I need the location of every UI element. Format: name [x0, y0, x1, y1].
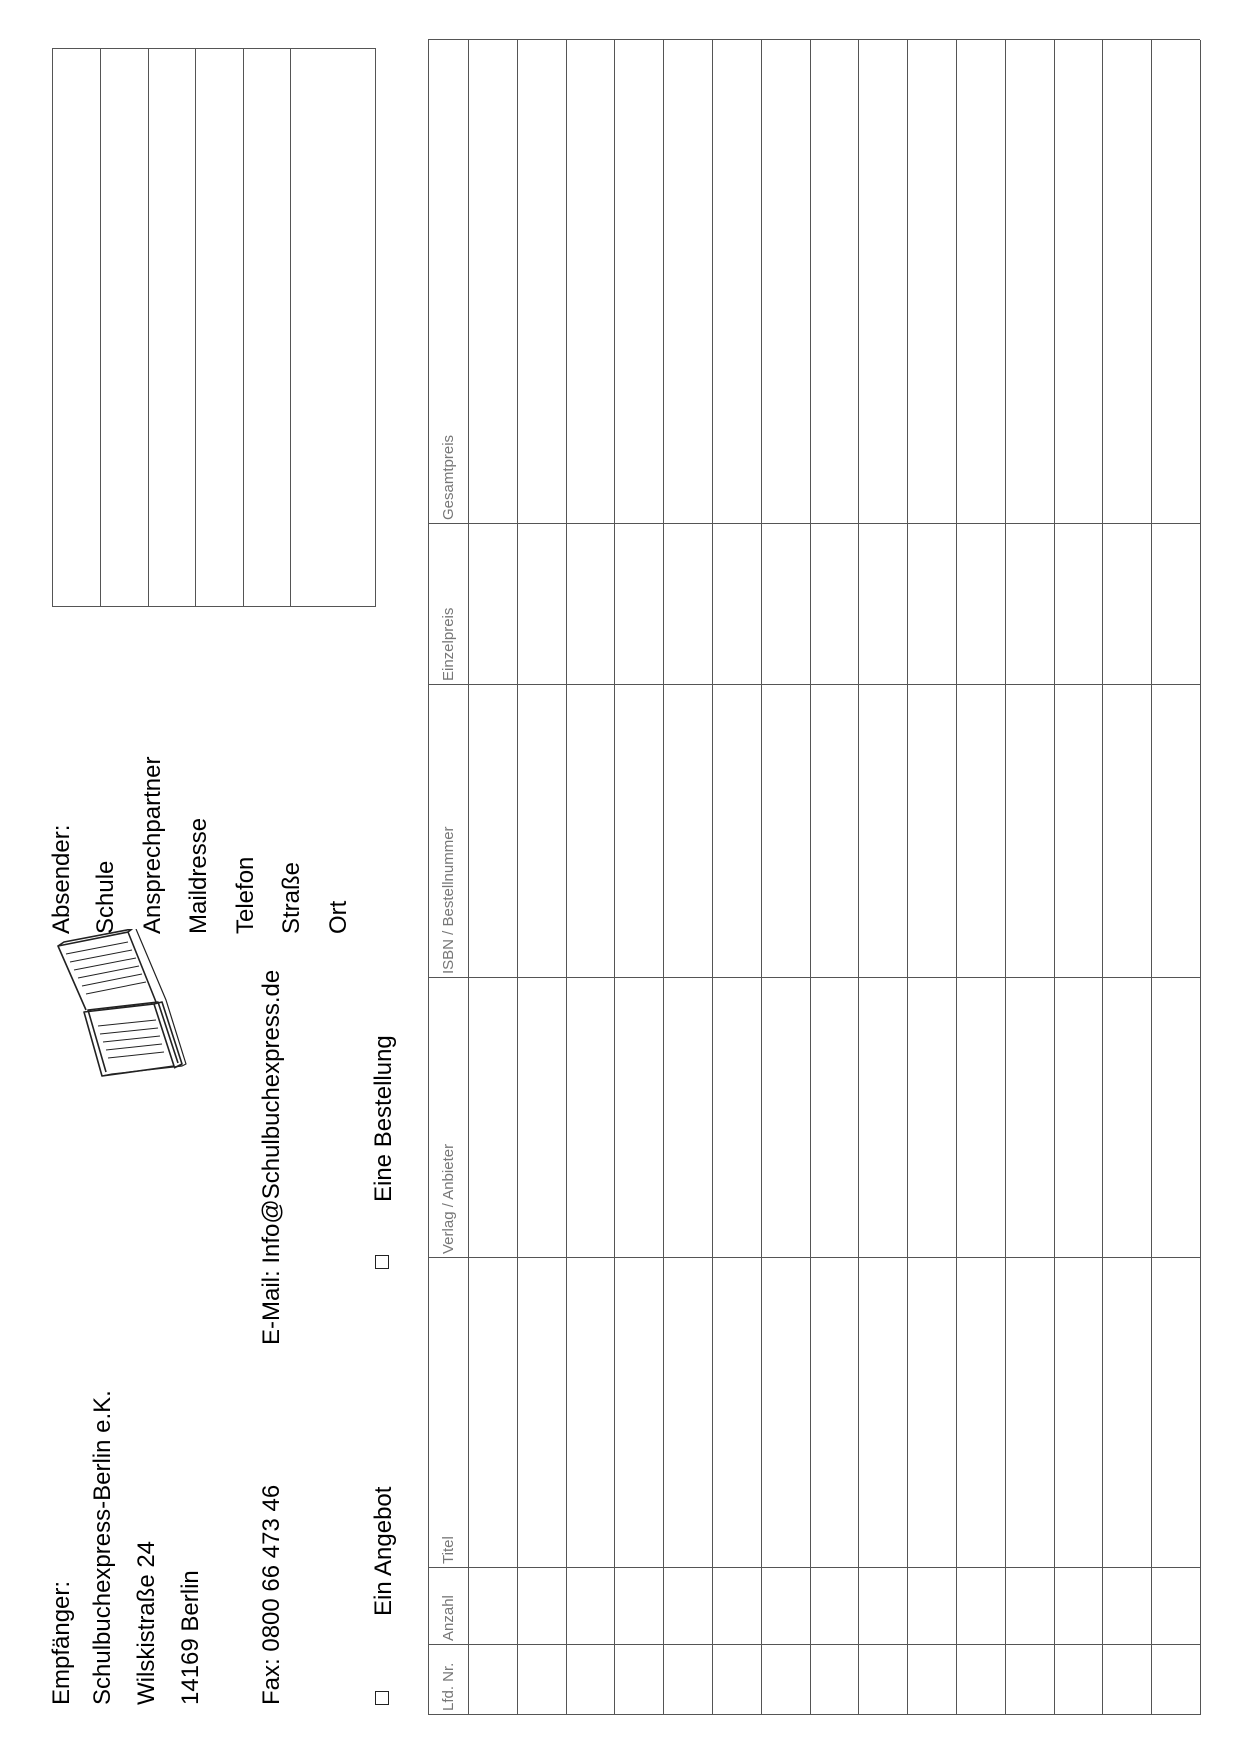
- sender-label-street: Straße: [278, 861, 305, 934]
- quote-option-label: Ein Angebot: [370, 1486, 397, 1616]
- table-border-top: [428, 40, 429, 1715]
- table-cell-einzelpreis[interactable]: [518, 525, 565, 684]
- table-column-divider: [428, 1644, 1200, 1645]
- table-column-divider: [428, 977, 1200, 978]
- table-cell-einzelpreis[interactable]: [957, 525, 1004, 684]
- table-cell-einzelpreis[interactable]: [1055, 525, 1102, 684]
- table-cell-verlag[interactable]: [1152, 979, 1199, 1257]
- table-cell-einzelpreis[interactable]: [811, 525, 858, 684]
- sender-box: [52, 48, 376, 607]
- recipient-street: Wilskistraße 24: [133, 1540, 160, 1705]
- recipient-name: Schulbuchexpress-Berlin e.K.: [89, 1390, 116, 1705]
- table-cell-gesamtpreis[interactable]: [664, 41, 711, 523]
- quote-checkbox[interactable]: [375, 1691, 389, 1705]
- table-cell-anzahl[interactable]: [713, 1569, 760, 1644]
- recipient-email: E-Mail: Info@Schulbuchexpress.de: [258, 969, 285, 1345]
- table-cell-anzahl[interactable]: [762, 1569, 809, 1644]
- table-cell-anzahl[interactable]: [859, 1569, 906, 1644]
- table-cell-verlag[interactable]: [1103, 979, 1150, 1257]
- table-cell-isbn[interactable]: [469, 686, 516, 977]
- table-cell-isbn[interactable]: [908, 686, 955, 977]
- table-cell-verlag[interactable]: [615, 979, 662, 1257]
- recipient-fax: Fax: 0800 66 473 46: [258, 1484, 285, 1705]
- table-cell-lfd-nr[interactable]: [664, 1646, 711, 1714]
- table-cell-gesamtpreis[interactable]: [615, 41, 662, 523]
- table-cell-gesamtpreis[interactable]: [908, 41, 955, 523]
- table-cell-isbn[interactable]: [762, 686, 809, 977]
- table-cell-isbn[interactable]: [713, 686, 760, 977]
- table-cell-anzahl[interactable]: [1006, 1569, 1053, 1644]
- sender-field-school[interactable]: [53, 49, 101, 606]
- table-cell-verlag[interactable]: [908, 979, 955, 1257]
- table-cell-lfd-nr[interactable]: [859, 1646, 906, 1714]
- table-cell-titel[interactable]: [469, 1259, 516, 1567]
- table-cell-lfd-nr[interactable]: [615, 1646, 662, 1714]
- table-cell-anzahl[interactable]: [469, 1569, 516, 1644]
- table-header-gesamtpreis: Gesamtpreis: [440, 434, 457, 520]
- table-cell-verlag[interactable]: [713, 979, 760, 1257]
- table-cell-anzahl[interactable]: [567, 1569, 614, 1644]
- table-column-divider: [428, 39, 1200, 40]
- sender-field-city[interactable]: [290, 49, 376, 606]
- table-cell-isbn[interactable]: [518, 686, 565, 977]
- table-cell-gesamtpreis[interactable]: [1006, 41, 1053, 523]
- table-cell-titel[interactable]: [1055, 1259, 1102, 1567]
- table-cell-verlag[interactable]: [762, 979, 809, 1257]
- table-column-divider: [428, 523, 1200, 524]
- table-cell-gesamtpreis[interactable]: [469, 41, 516, 523]
- table-cell-titel[interactable]: [957, 1259, 1004, 1567]
- sender-label-school: Schule: [92, 860, 119, 934]
- table-column-divider: [428, 1714, 1200, 1715]
- table-cell-verlag[interactable]: [1055, 979, 1102, 1257]
- table-cell-einzelpreis[interactable]: [1103, 525, 1150, 684]
- table-cell-lfd-nr[interactable]: [1055, 1646, 1102, 1714]
- table-cell-isbn[interactable]: [957, 686, 1004, 977]
- table-cell-anzahl[interactable]: [1152, 1569, 1199, 1644]
- table-cell-gesamtpreis[interactable]: [1055, 41, 1102, 523]
- table-cell-anzahl[interactable]: [615, 1569, 662, 1644]
- table-cell-gesamtpreis[interactable]: [811, 41, 858, 523]
- table-cell-einzelpreis[interactable]: [615, 525, 662, 684]
- table-cell-einzelpreis[interactable]: [859, 525, 906, 684]
- table-cell-lfd-nr[interactable]: [567, 1646, 614, 1714]
- sender-field-street[interactable]: [243, 49, 291, 606]
- table-cell-gesamtpreis[interactable]: [713, 41, 760, 523]
- table-cell-einzelpreis[interactable]: [1006, 525, 1053, 684]
- table-header-anzahl: Anzahl: [440, 1595, 457, 1641]
- table-cell-verlag[interactable]: [518, 979, 565, 1257]
- table-header-verlag: Verlag / Anbieter: [440, 1143, 457, 1254]
- table-cell-titel[interactable]: [1152, 1259, 1199, 1567]
- table-cell-anzahl[interactable]: [908, 1569, 955, 1644]
- table-cell-titel[interactable]: [811, 1259, 858, 1567]
- table-cell-einzelpreis[interactable]: [567, 525, 614, 684]
- sender-label-contact: Ansprechpartner: [139, 756, 166, 934]
- table-header-einzelpreis: Einzelpreis: [440, 607, 457, 681]
- table-cell-gesamtpreis[interactable]: [1103, 41, 1150, 523]
- table-cell-einzelpreis[interactable]: [713, 525, 760, 684]
- table-cell-verlag[interactable]: [1006, 979, 1053, 1257]
- table-cell-titel[interactable]: [567, 1259, 614, 1567]
- table-cell-lfd-nr[interactable]: [1006, 1646, 1053, 1714]
- table-cell-gesamtpreis[interactable]: [762, 41, 809, 523]
- table-cell-gesamtpreis[interactable]: [1152, 41, 1199, 523]
- table-row-divider: [1200, 40, 1201, 1715]
- sender-field-contact[interactable]: [100, 49, 149, 606]
- table-cell-verlag[interactable]: [567, 979, 614, 1257]
- table-cell-lfd-nr[interactable]: [957, 1646, 1004, 1714]
- table-cell-isbn[interactable]: [1006, 686, 1053, 977]
- table-cell-anzahl[interactable]: [664, 1569, 711, 1644]
- table-cell-lfd-nr[interactable]: [811, 1646, 858, 1714]
- table-cell-lfd-nr[interactable]: [1152, 1646, 1199, 1714]
- sender-field-email[interactable]: [148, 49, 196, 606]
- table-header-lfd-nr: Lfd. Nr.: [440, 1662, 457, 1711]
- recipient-city: 14169 Berlin: [177, 1570, 204, 1705]
- sender-heading: Absender:: [48, 824, 75, 934]
- table-cell-isbn[interactable]: [615, 686, 662, 977]
- table-cell-gesamtpreis[interactable]: [957, 41, 1004, 523]
- table-cell-lfd-nr[interactable]: [518, 1646, 565, 1714]
- table-cell-lfd-nr[interactable]: [713, 1646, 760, 1714]
- table-cell-verlag[interactable]: [811, 979, 858, 1257]
- table-cell-gesamtpreis[interactable]: [518, 41, 565, 523]
- table-cell-einzelpreis[interactable]: [664, 525, 711, 684]
- table-cell-isbn[interactable]: [1103, 686, 1150, 977]
- table-cell-verlag[interactable]: [957, 979, 1004, 1257]
- table-cell-einzelpreis[interactable]: [1152, 525, 1199, 684]
- table-cell-lfd-nr[interactable]: [469, 1646, 516, 1714]
- table-cell-verlag[interactable]: [859, 979, 906, 1257]
- table-cell-titel[interactable]: [1006, 1259, 1053, 1567]
- table-cell-einzelpreis[interactable]: [762, 525, 809, 684]
- table-cell-titel[interactable]: [615, 1259, 662, 1567]
- table-cell-anzahl[interactable]: [518, 1569, 565, 1644]
- sender-field-phone[interactable]: [195, 49, 244, 606]
- order-checkbox[interactable]: [375, 1255, 389, 1269]
- table-cell-isbn[interactable]: [811, 686, 858, 977]
- table-cell-gesamtpreis[interactable]: [567, 41, 614, 523]
- table-cell-verlag[interactable]: [469, 979, 516, 1257]
- recipient-heading: Empfänger:: [48, 1580, 75, 1705]
- table-cell-anzahl[interactable]: [1055, 1569, 1102, 1644]
- table-cell-lfd-nr[interactable]: [908, 1646, 955, 1714]
- order-option-label: Eine Bestellung: [370, 1035, 397, 1202]
- table-cell-titel[interactable]: [518, 1259, 565, 1567]
- table-cell-titel[interactable]: [762, 1259, 809, 1567]
- table-cell-isbn[interactable]: [664, 686, 711, 977]
- table-cell-isbn[interactable]: [567, 686, 614, 977]
- sender-label-email: Maildresse: [185, 817, 212, 934]
- table-cell-einzelpreis[interactable]: [469, 525, 516, 684]
- table-cell-verlag[interactable]: [664, 979, 711, 1257]
- sender-label-phone: Telefon: [232, 856, 259, 934]
- sender-label-city: Ort: [325, 900, 352, 934]
- table-cell-isbn[interactable]: [1152, 686, 1199, 977]
- table-cell-titel[interactable]: [1103, 1259, 1150, 1567]
- table-cell-anzahl[interactable]: [811, 1569, 858, 1644]
- table-cell-lfd-nr[interactable]: [762, 1646, 809, 1714]
- table-cell-anzahl[interactable]: [957, 1569, 1004, 1644]
- table-cell-titel[interactable]: [908, 1259, 955, 1567]
- table-cell-isbn[interactable]: [859, 686, 906, 977]
- table-cell-titel[interactable]: [859, 1259, 906, 1567]
- table-cell-einzelpreis[interactable]: [908, 525, 955, 684]
- table-cell-titel[interactable]: [713, 1259, 760, 1567]
- table-cell-titel[interactable]: [664, 1259, 711, 1567]
- table-cell-lfd-nr[interactable]: [1103, 1646, 1150, 1714]
- table-header-titel: Titel: [440, 1536, 457, 1564]
- open-book-sketch-icon: [42, 929, 192, 1094]
- table-column-divider: [428, 1257, 1200, 1258]
- table-column-divider: [428, 684, 1200, 685]
- table-cell-gesamtpreis[interactable]: [859, 41, 906, 523]
- table-cell-isbn[interactable]: [1055, 686, 1102, 977]
- table-cell-anzahl[interactable]: [1103, 1569, 1150, 1644]
- table-header-isbn: ISBN / Bestellnummer: [440, 826, 457, 974]
- table-column-divider: [428, 1567, 1200, 1568]
